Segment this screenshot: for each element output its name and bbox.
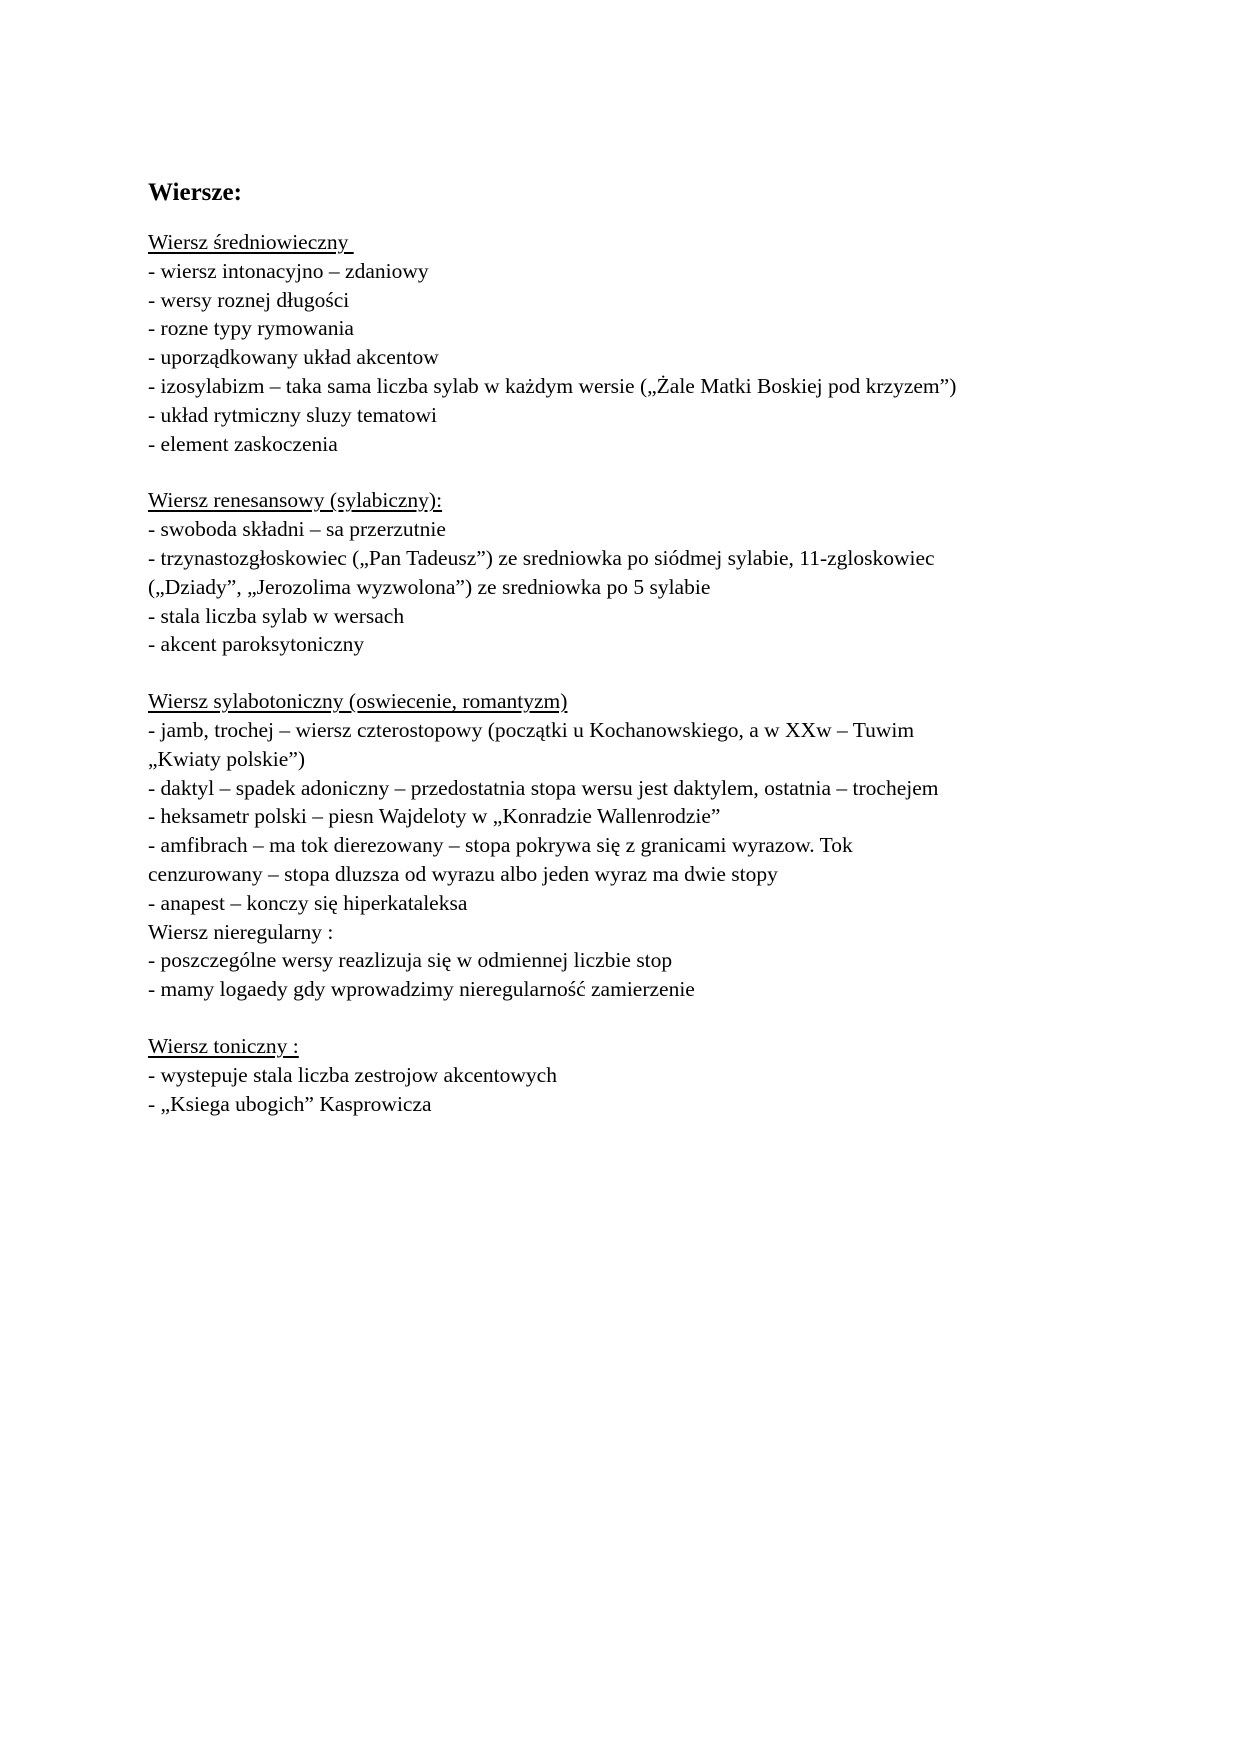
list-item: - izosylabizm – taka sama liczba sylab w każdym wersie („Żale Matki Boskiej pod krzyzem”): [148, 373, 957, 398]
list-item: - uporządkowany układ akcentow: [148, 345, 439, 370]
list-item: cenzurowany – stopa dluzsza od wyrazu albo jeden wyraz ma dwie stopy: [148, 861, 778, 886]
list-item: - poszczególne wersy reazlizuja się w odmiennej liczbie stop: [148, 948, 673, 973]
list-item: - „Ksiega ubogich” Kasprowicza: [148, 1091, 432, 1116]
section-heading: Wiersz średniowieczny: [148, 230, 354, 254]
list-item: - swoboda składni – sa przerzutnie: [148, 517, 446, 542]
section-heading: Wiersz renesansowy (sylabiczny):: [148, 488, 443, 513]
section-heading: Wiersz toniczny :: [148, 1033, 299, 1058]
document-title: Wiersze:: [148, 179, 242, 206]
list-item: - akcent paroksytoniczny: [148, 632, 365, 657]
list-item: - amfibrach – ma tok dierezowany – stopa pokrywa się z granicami wyrazow. Tok: [148, 833, 853, 858]
list-item: - heksametr polski – piesn Wajdeloty w „Konradzie Wallenrodzie”: [148, 804, 721, 829]
section-heading: Wiersz sylabotoniczny (oswiecenie, romantyzm): [148, 689, 568, 714]
list-item: - element zaskoczenia: [148, 431, 338, 456]
list-item: - rozne typy rymowania: [148, 316, 354, 341]
list-item: - wystepuje stala liczba zestrojow akcentowych: [148, 1062, 557, 1087]
list-item: - mamy logaedy gdy wprowadzimy nieregularność zamierzenie: [148, 977, 695, 1002]
list-item: - trzynastozgłoskowiec („Pan Tadeusz”) ze sredniowka po siódmej sylabie, 11-zgloskowiec: [148, 545, 935, 570]
list-item: „Kwiaty polskie”): [148, 746, 306, 771]
list-item: - jamb, trochej – wiersz czterostopowy (początki u Kochanowskiego, a w XXw – Tuwim: [148, 717, 915, 742]
section-heading: Wiersz nieregularny :: [148, 919, 334, 944]
list-item: - układ rytmiczny sluzy tematowi: [148, 402, 437, 427]
document-page: [148, 178, 1108, 1146]
list-item: - wersy roznej długości: [148, 287, 350, 312]
section-tonic-verse: [148, 1032, 1108, 1118]
list-item: - anapest – konczy się hiperkataleksa: [148, 890, 468, 915]
section-medieval-verse: [148, 228, 1108, 458]
list-item: - wiersz intonacyjno – zdaniowy: [148, 258, 429, 283]
section-irregular-verse: [148, 918, 1108, 1004]
list-item: („Dziady”, „Jerozolima wyzwolona”) ze sredniowka po 5 sylabie: [148, 574, 711, 599]
list-item: - stala liczba sylab w wersach: [148, 603, 405, 628]
section-syllabotonic-verse: [148, 687, 1108, 917]
section-renaissance-verse: [148, 486, 1108, 659]
list-item: - daktyl – spadek adoniczny – przedostatnia stopa wersu jest daktylem, ostatnia – trochejem: [148, 775, 939, 800]
